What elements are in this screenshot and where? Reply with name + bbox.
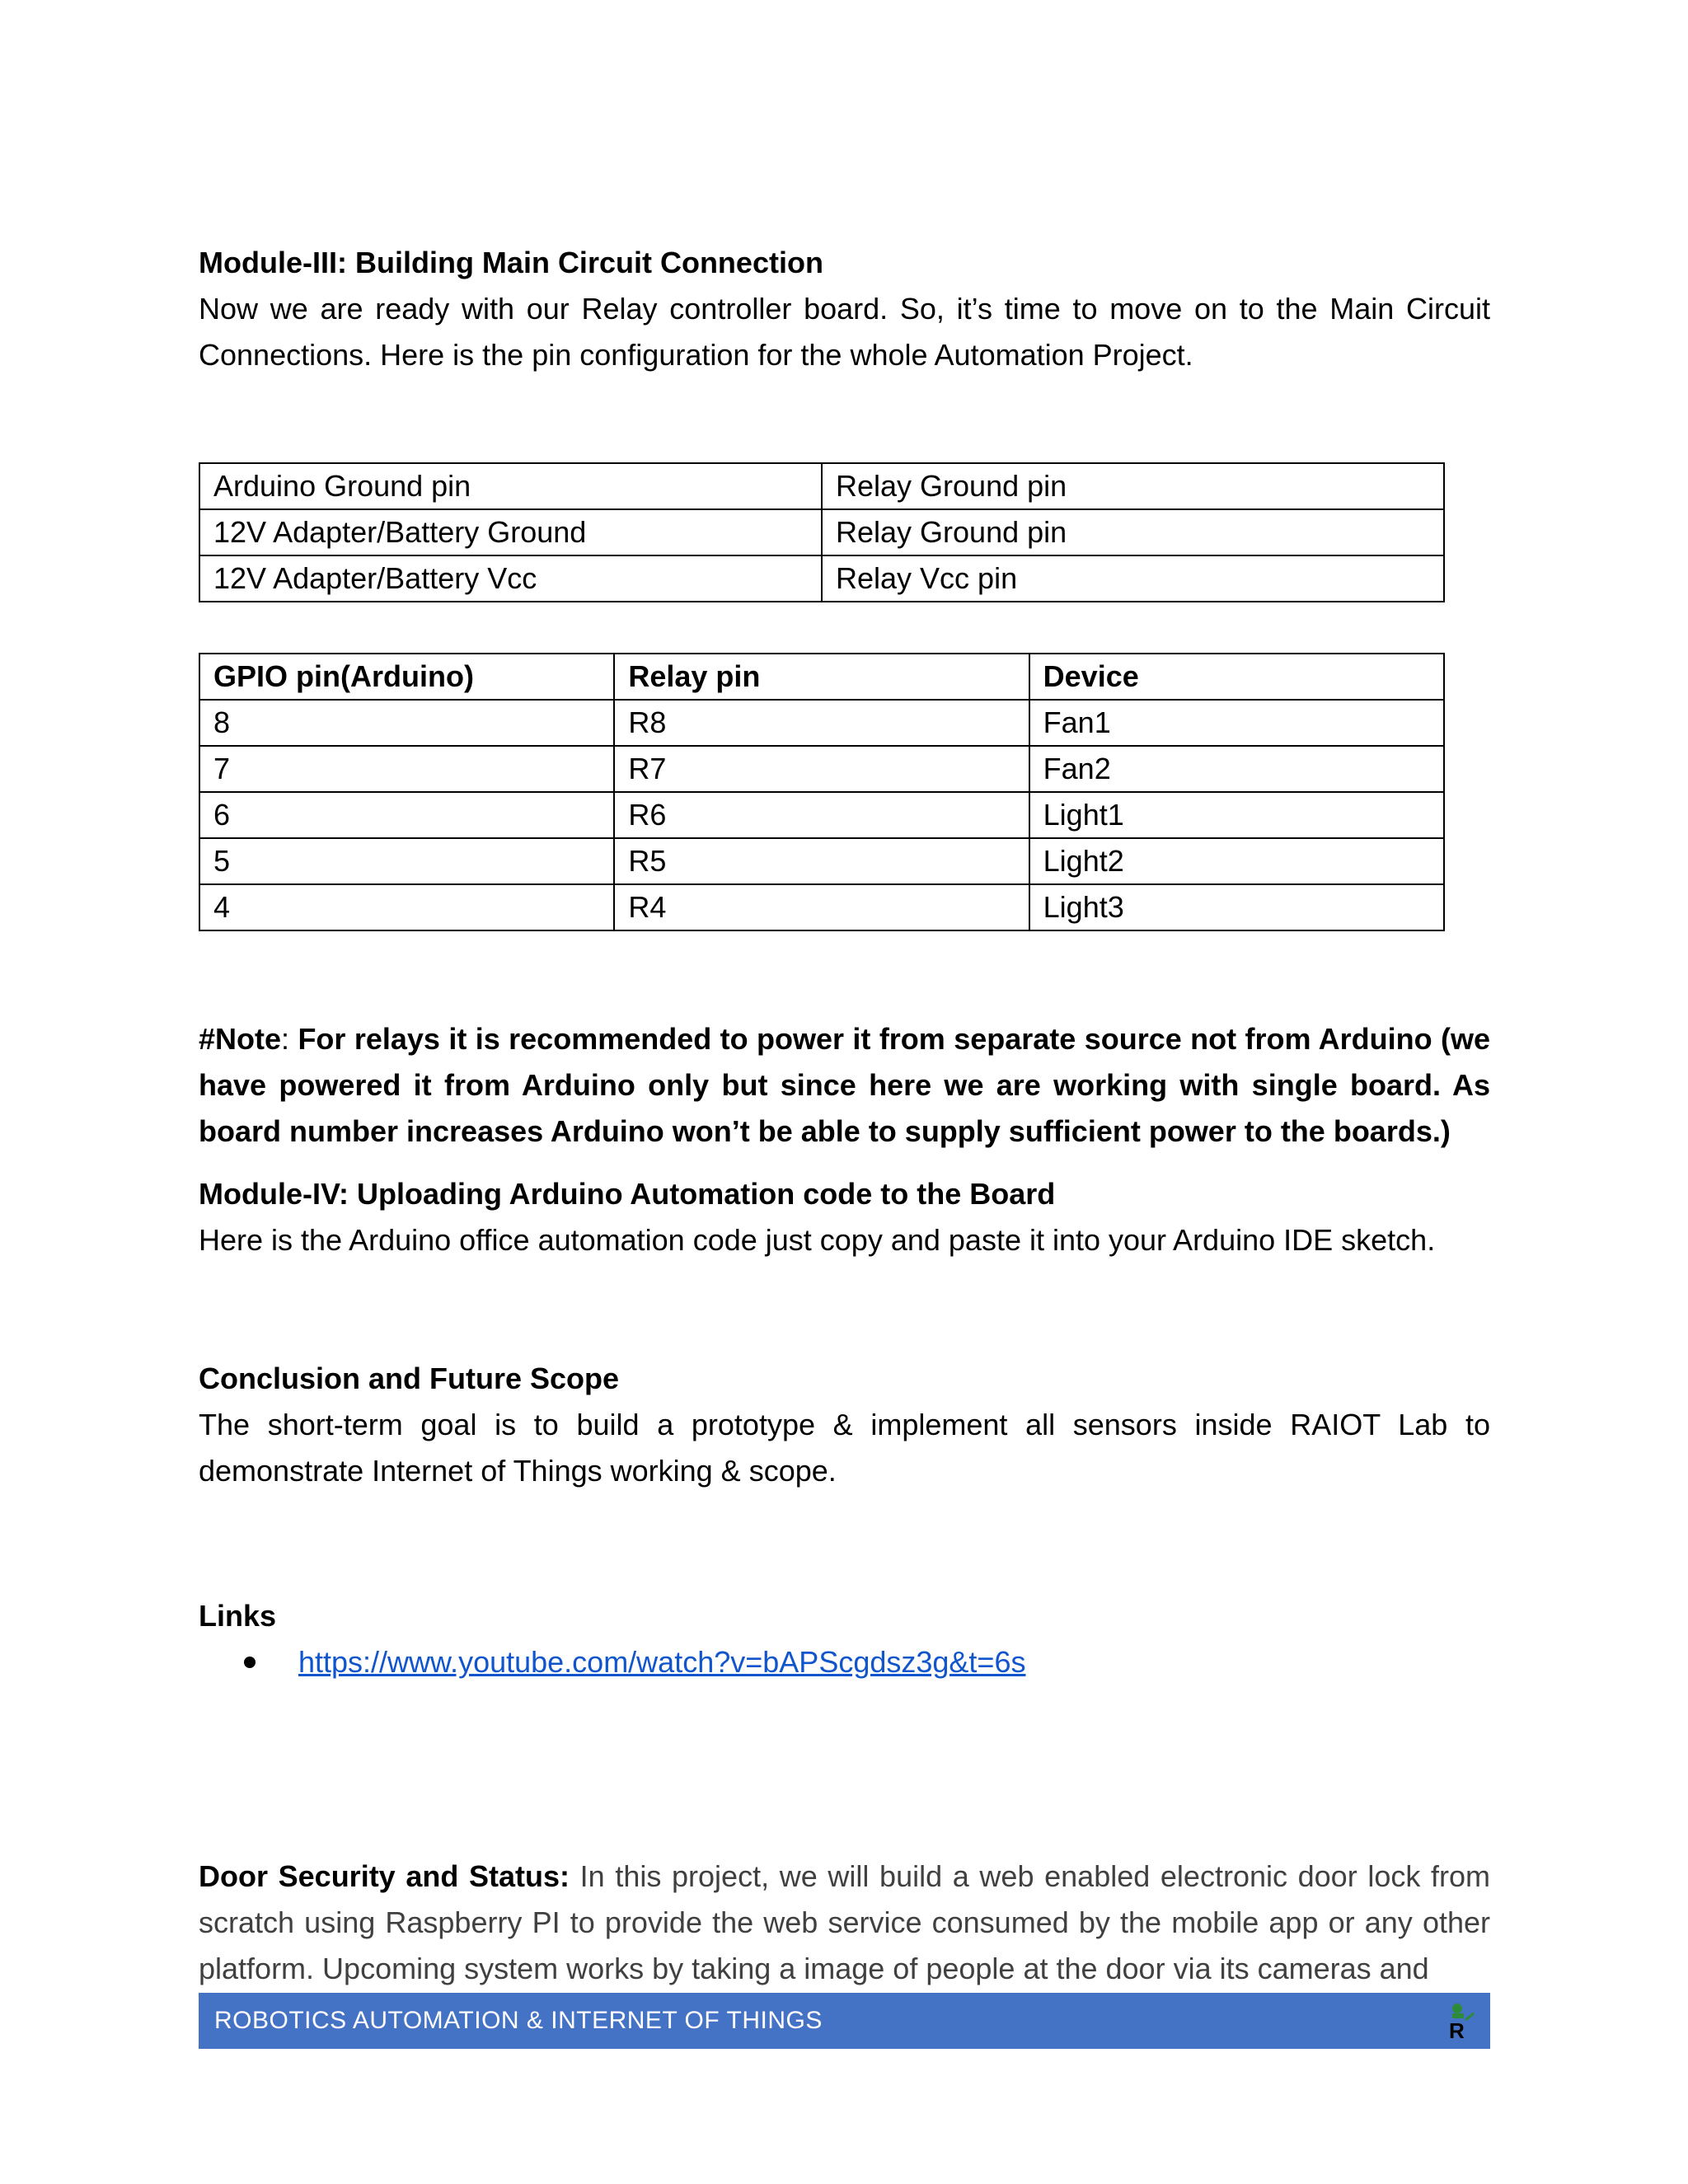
table-cell: R4 bbox=[614, 884, 1029, 930]
module4-body: Here is the Arduino office automation code just copy and paste it into your Arduino IDE sketch. bbox=[199, 1223, 1436, 1257]
table-header-cell: Relay pin bbox=[614, 654, 1029, 700]
table-cell: Fan2 bbox=[1029, 746, 1444, 792]
note-label: #Note bbox=[199, 1022, 282, 1056]
conclusion-heading: Conclusion and Future Scope bbox=[199, 1361, 620, 1395]
table-cell: R5 bbox=[614, 838, 1029, 884]
youtube-link[interactable]: https://www.youtube.com/watch?v=bAPScgdsz3g&t=6s bbox=[298, 1645, 1026, 1679]
svg-text:R: R bbox=[1449, 2018, 1465, 2040]
conclusion-section bbox=[199, 1356, 1490, 1494]
table-cell: 8 bbox=[199, 700, 614, 746]
table-cell: R7 bbox=[614, 746, 1029, 792]
table-cell: R6 bbox=[614, 792, 1029, 838]
table-cell: 12V Adapter/Battery Vcc bbox=[199, 555, 822, 602]
table-cell: Arduino Ground pin bbox=[199, 463, 822, 509]
module3-section bbox=[199, 240, 1490, 378]
note-text: For relays it is recommended to power it from separate source not from Arduino (we have powered it from Arduino only but since here we are working with single board. As board number increases Arduino won’t be able to supply sufficient power to the boards.) bbox=[199, 1022, 1490, 1148]
table-row bbox=[199, 884, 1444, 930]
table-row bbox=[199, 746, 1444, 792]
table-cell: 6 bbox=[199, 792, 614, 838]
table-row bbox=[199, 463, 1444, 509]
table-cell: Fan1 bbox=[1029, 700, 1444, 746]
table-cell: Light3 bbox=[1029, 884, 1444, 930]
robot-r-logo-icon bbox=[1444, 2002, 1475, 2040]
table-cell: 7 bbox=[199, 746, 614, 792]
table-row bbox=[199, 792, 1444, 838]
table-cell: 5 bbox=[199, 838, 614, 884]
table-cell: Relay Vcc pin bbox=[822, 555, 1444, 602]
door-text: In this project, we will build a web enabled electronic door lock from scratch using Raspberry PI to provide the web service consumed by the mobile app or any other platform. Upcoming system works by taking a image of people at the door via its cameras and bbox=[199, 1859, 1491, 1985]
table-row bbox=[199, 838, 1444, 884]
table-row bbox=[199, 509, 1444, 555]
table-cell: Light1 bbox=[1029, 792, 1444, 838]
conclusion-body: The short-term goal is to build a prototype & implement all sensors inside RAIOT Lab to demonstrate Internet of Things working & scope. bbox=[199, 1408, 1490, 1488]
door-label: Door Security and Status: bbox=[199, 1859, 570, 1893]
table-cell: 4 bbox=[199, 884, 614, 930]
table-cell: Relay Ground pin bbox=[822, 463, 1444, 509]
table-header-cell: Device bbox=[1029, 654, 1444, 700]
power-table bbox=[199, 462, 1445, 602]
module4-heading: Module-IV: Uploading Arduino Automation code to the Board bbox=[199, 1177, 1056, 1211]
module3-body: Now we are ready with our Relay controller board. So, it’s time to move on to the Main Circuit Connections. Here is the pin configuration for the whole Automation Project. bbox=[199, 292, 1490, 372]
table-row bbox=[199, 555, 1444, 602]
table-row bbox=[199, 700, 1444, 746]
note-paragraph: #Note: For relays it is recommended to power it from separate source not from Arduino (we have powered it from Arduino only but since here we are working with single board. As board number increases Arduino won’t be able to supply sufficient power to the boards.) bbox=[199, 1022, 1490, 1148]
door-paragraph bbox=[199, 1854, 1490, 1992]
gpio-table bbox=[199, 653, 1445, 931]
links-heading: Links bbox=[199, 1599, 277, 1633]
footer-title: ROBOTICS AUTOMATION & INTERNET OF THINGS bbox=[214, 2007, 823, 2034]
table-cell: 12V Adapter/Battery Ground bbox=[199, 509, 822, 555]
table-header-row bbox=[199, 654, 1444, 700]
list-item bbox=[244, 1639, 1025, 1685]
bullet-icon bbox=[244, 1657, 256, 1668]
table-cell: R8 bbox=[614, 700, 1029, 746]
table-cell: Light2 bbox=[1029, 838, 1444, 884]
table-header-cell: GPIO pin(Arduino) bbox=[199, 654, 614, 700]
footer-bar bbox=[199, 1993, 1490, 2049]
module4-section bbox=[199, 1171, 1490, 1263]
table-cell: Relay Ground pin bbox=[822, 509, 1444, 555]
module3-heading: Module-III: Building Main Circuit Connection bbox=[199, 246, 823, 279]
